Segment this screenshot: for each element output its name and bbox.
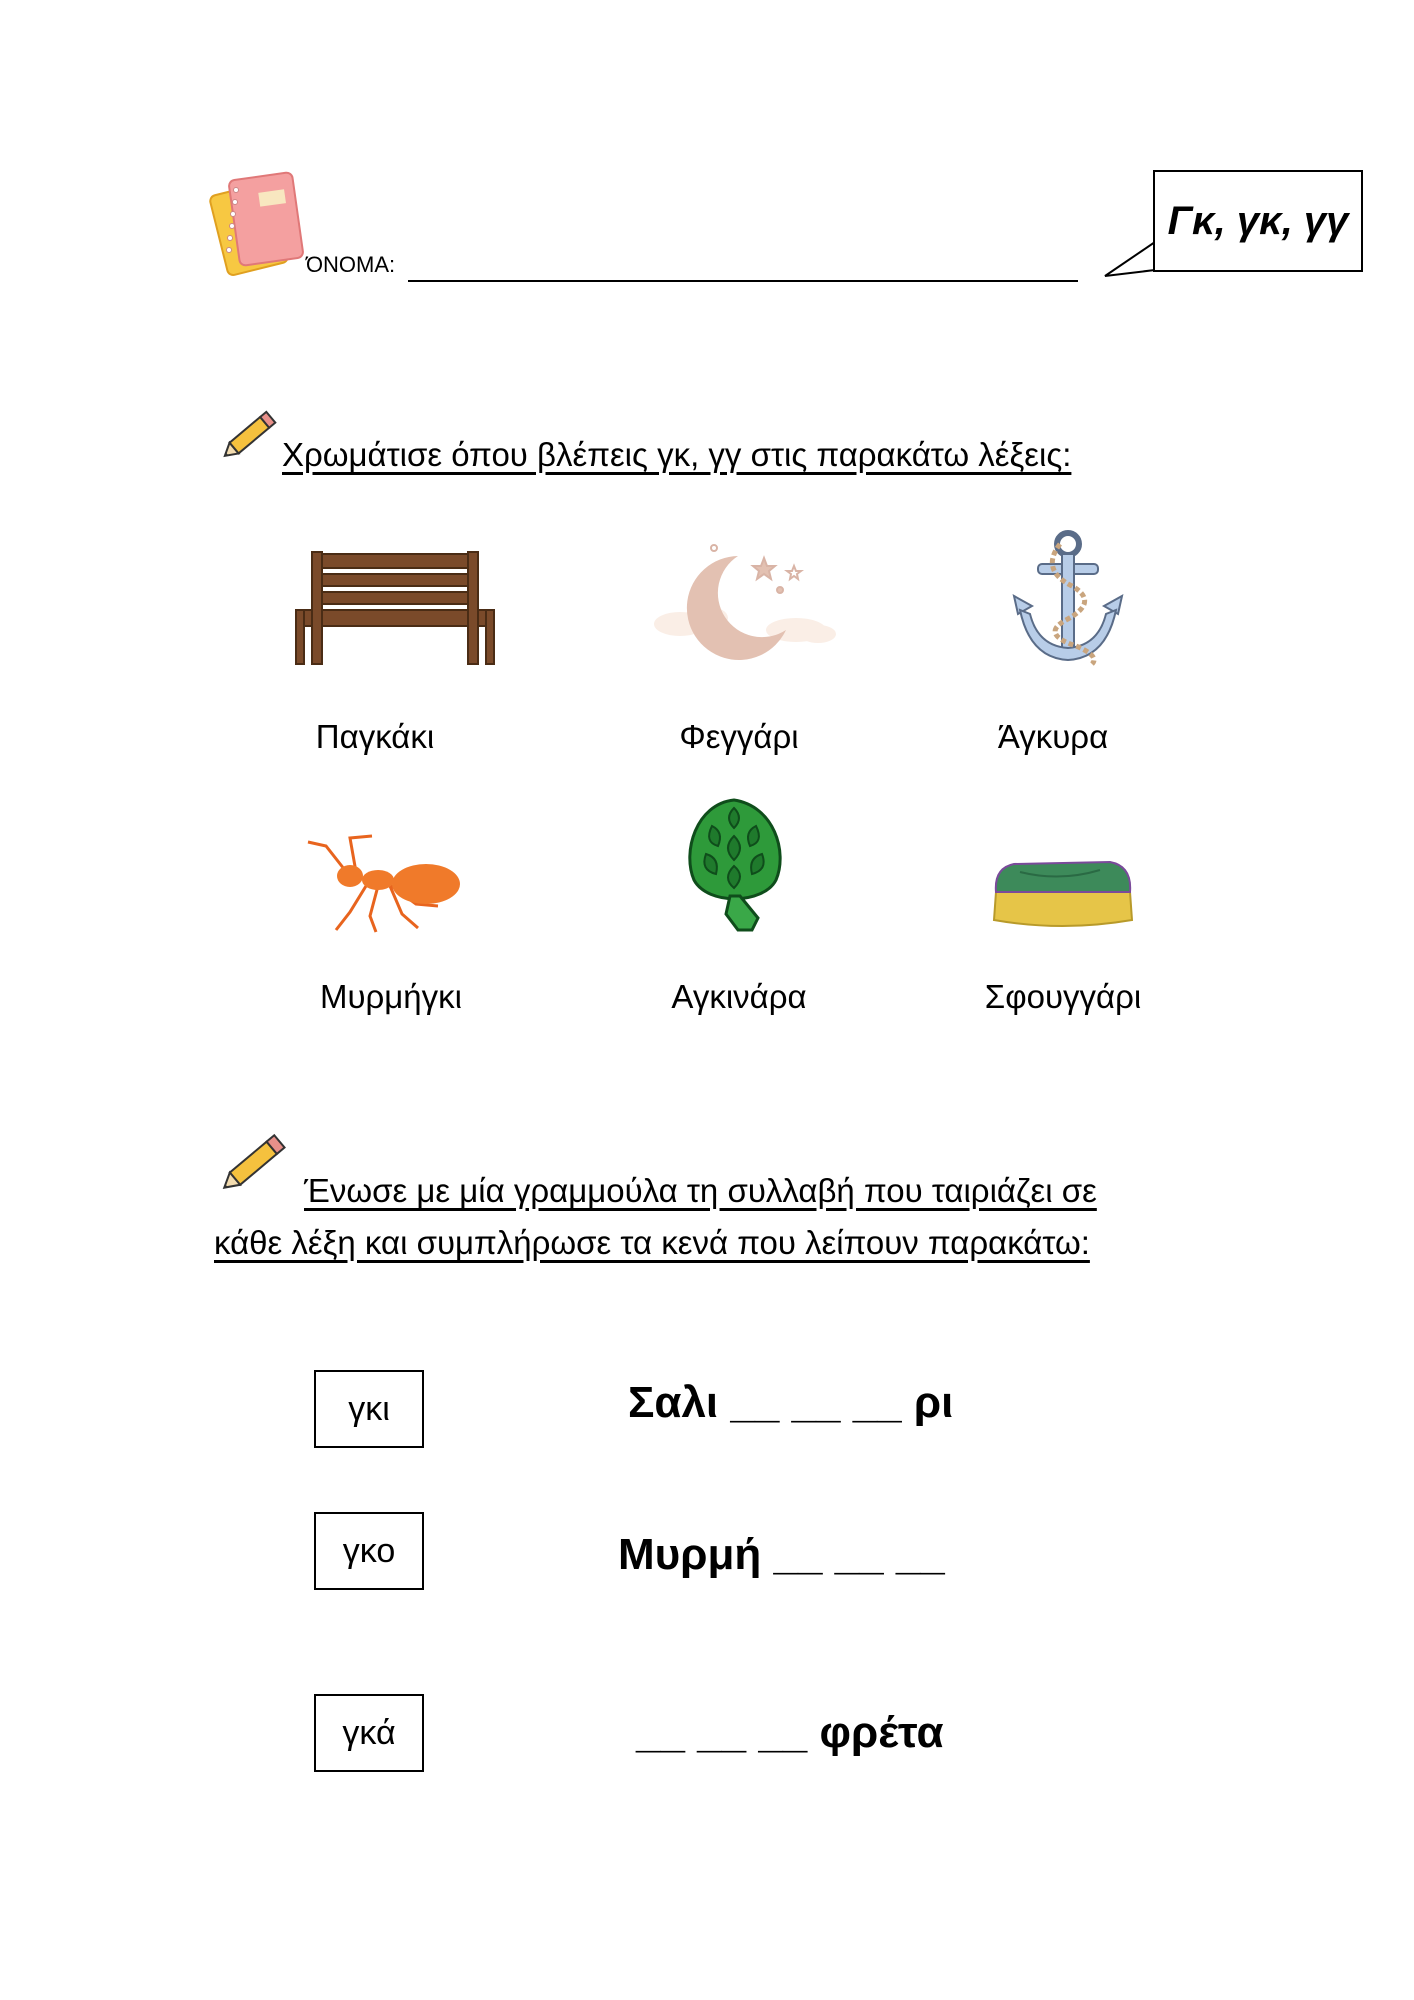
name-field-line[interactable] — [408, 280, 1078, 282]
exercise1-instruction: Χρωμάτισε όπου βλέπεις γκ, γγ στις παρακάτω λέξεις: — [282, 436, 1072, 473]
syllable-box-gki[interactable]: γκι — [314, 1370, 424, 1448]
anchor-icon — [1010, 530, 1126, 668]
word-label-moon: Φεγγάρι — [679, 718, 799, 755]
fill-word-gkofreta[interactable]: __ __ __ φρέτα — [636, 1708, 944, 1757]
fill-word-saligkari[interactable]: Σαλι __ __ __ ρι — [628, 1378, 954, 1427]
artichoke-icon — [682, 796, 788, 934]
pencil-icon — [216, 402, 284, 470]
word-label-sponge: Σφουγγάρι — [984, 978, 1142, 1015]
notebook-icon — [214, 170, 310, 278]
word-label-ant: Μυρμήγκι — [319, 978, 462, 1015]
syllable-box-gko[interactable]: γκο — [314, 1512, 424, 1590]
syllable-box-gka[interactable]: γκά — [314, 1694, 424, 1772]
topic-title-bubble: Γκ, γκ, γγ — [1153, 170, 1363, 272]
bench-icon — [292, 552, 498, 666]
name-label: ΌΝΟΜΑ: — [306, 252, 396, 277]
ant-icon — [306, 834, 466, 934]
word-label-anchor: Άγκυρα — [997, 718, 1109, 755]
exercise2-instruction-line2: κάθε λέξη και συμπλήρωσε τα κενά που λείπουν παρακάτω: — [214, 1224, 1090, 1261]
word-label-bench: Παγκάκι — [315, 718, 435, 755]
speech-bubble-tail — [1100, 240, 1160, 280]
exercise2-instruction-line1: Ένωσε με μία γραμμούλα τη συλλαβή που ταιριάζει σε — [304, 1172, 1097, 1209]
sponge-icon — [990, 858, 1136, 932]
word-label-artichoke: Αγκινάρα — [671, 978, 807, 1015]
fill-word-myrmigki[interactable]: Μυρμή __ __ __ — [618, 1530, 945, 1579]
moon-icon — [646, 538, 836, 668]
pencil-icon — [214, 1124, 294, 1204]
